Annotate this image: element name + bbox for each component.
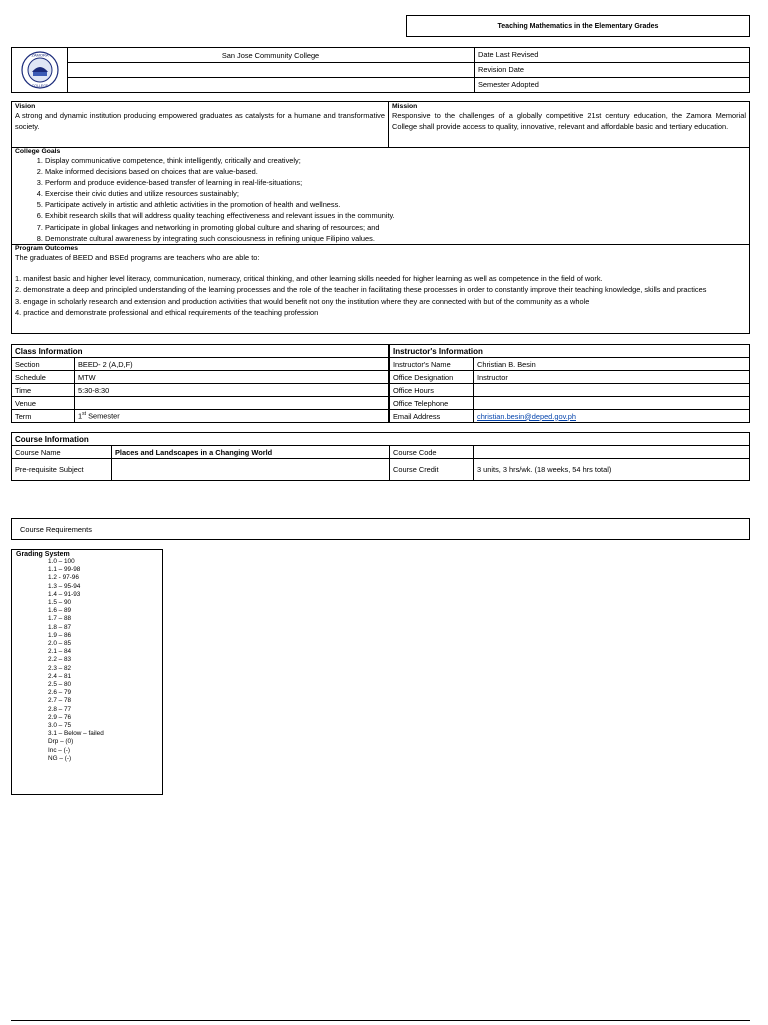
grade-item: 3.0 – 75	[48, 722, 72, 730]
table-row: Office Hours	[390, 384, 750, 397]
goal-item: 4. Exercise their civic duties and utilize resources sustainably;	[45, 188, 746, 199]
instructor-info-title: Instructor's Information	[390, 345, 750, 358]
grading-system	[11, 549, 163, 795]
section-value: BEED- 2 (A,D,F)	[75, 358, 389, 371]
grade-item: 2.8 – 77	[48, 705, 72, 713]
office-designation: Instructor	[474, 371, 750, 384]
outcome-item: 2. demonstrate a deep and principled understanding of the learning processes and the role of the teacher in facilitating these processes in order to constantly improve their teaching knowledge, skills and practices	[15, 285, 707, 295]
course-requirements-box	[11, 518, 750, 540]
grade-item: 2.4 – 81	[48, 672, 72, 680]
document-control	[11, 47, 750, 93]
table-row: Course Name Places and Landscapes in a Changing World Course Code	[12, 446, 750, 459]
instructor-name: Christian B. Besin	[474, 358, 750, 371]
grade-item: 2.0 – 85	[48, 640, 72, 648]
svg-text:COLLEGE: COLLEGE	[31, 84, 48, 88]
college-goals-section	[12, 148, 749, 245]
college-seal-icon	[19, 50, 61, 90]
goal-item: 8. Demonstrate cultural awareness by integrating such consciousness in refining unique Filipino values.	[45, 233, 746, 244]
college-logo	[12, 48, 68, 92]
table-row: Office Telephone	[390, 397, 750, 410]
instructor-information	[389, 344, 750, 423]
grade-item: 2.5 – 80	[48, 681, 72, 689]
grade-item: 1.6 – 89	[48, 607, 72, 615]
course-credit: 3 units, 3 hrs/wk. (18 weeks, 54 hrs total)	[474, 459, 750, 481]
course-code	[474, 446, 750, 459]
table-row: Office Designation Instructor	[390, 371, 750, 384]
course-information	[11, 432, 750, 481]
table-row: Term 1st Semester	[12, 410, 389, 423]
outcome-item: 1. manifest basic and higher level literacy, communication, numeracy, critical thinking, and other learning skills needed for higher learning as well as competence in the field of work.	[15, 274, 603, 284]
vision-text: A strong and dynamic institution producing empowered graduates as catalysts for a humane and transformative society.	[15, 111, 385, 131]
revision-date: Revision Date	[475, 63, 750, 78]
college-name: San Jose Community College	[221, 50, 320, 60]
table-row: Pre-requisite Subject Course Credit 3 units, 3 hrs/wk. (18 weeks, 54 hrs total)	[12, 459, 750, 481]
schedule-value: MTW	[75, 371, 389, 384]
vision-title: Vision	[15, 103, 36, 110]
grade-item: 2.9 – 76	[48, 713, 72, 721]
goal-item: 1. Display communicative competence, think intelligently, critically and creatively;	[45, 155, 746, 166]
table-row: Email Address christian.besin@deped.gov.ph	[390, 410, 750, 423]
office-hours	[474, 384, 750, 397]
svg-text:ZAMORA: ZAMORA	[30, 52, 49, 58]
outcome-item: 3. engage in scholarly research and extension and production activities that would benefit not ony the institution where they are connected with but of the community as a whole	[15, 296, 590, 306]
outcome-item: 4. practice and demonstrate professional and ethical requirements of the teaching profession	[15, 307, 319, 317]
time-value: 5:30-8:30	[75, 384, 389, 397]
table-row: Instructor's Name Christian B. Besin	[390, 358, 750, 371]
mission-title: Mission	[392, 103, 418, 110]
semester-adopted: Semester Adopted	[478, 80, 539, 89]
table-row: Section BEED- 2 (A,D,F)	[12, 358, 389, 371]
grade-item: 1.4 – 91-93	[48, 590, 81, 598]
program-outcomes-title: Program Outcomes	[15, 245, 79, 252]
table-row: Venue	[12, 397, 389, 410]
goal-item: 7. Participate in global linkages and networking in promoting global culture and sharing of resources; and	[45, 222, 746, 233]
goal-item: 3. Perform and produce evidence-based transfer of learning in real-life-situations;	[45, 177, 746, 188]
goal-item: 2. Make informed decisions based on choices that are value-based.	[45, 166, 746, 177]
grade-item: 3.1 – Below – failed	[48, 730, 104, 738]
grade-item: 1.0 – 100	[48, 558, 75, 565]
goal-item: 6. Exhibit research skills that will address quality teaching effectiveness and relevant issues in the community.	[45, 210, 746, 221]
course-title: Teaching Mathematics in the Elementary Grades	[497, 22, 659, 30]
course-title-box	[406, 15, 750, 37]
term-value: 1st Semester	[75, 410, 389, 423]
vmgo-block	[11, 101, 750, 334]
college-name-row	[67, 48, 474, 63]
mission-text: Responsive to the challenges of a globally competitive 21st century education, the Zamora Memorial College shall provide access to quality, innovative, relevant and affordable basic and tertiary education.	[392, 111, 746, 131]
course-name: Places and Landscapes in a Changing World	[112, 446, 390, 459]
grading-title: Grading System	[16, 551, 70, 558]
email-link[interactable]: christian.besin@deped.gov.ph	[477, 411, 576, 421]
vision-section	[12, 102, 389, 148]
table-row: Schedule MTW	[12, 371, 389, 384]
college-goals-list	[15, 155, 746, 244]
class-info-title: Class Information	[12, 345, 389, 358]
venue-value	[75, 397, 389, 410]
grade-item: 1.8 – 87	[48, 623, 72, 631]
college-goals-title: College Goals	[15, 148, 61, 155]
grade-item: 2.7 – 78	[48, 697, 72, 705]
grade-item: 1.1 – 99-98	[48, 566, 81, 574]
date-last-revised: Date Last Revised	[475, 48, 750, 63]
mission-section	[389, 102, 749, 148]
grade-item: 1.5 – 90	[48, 599, 72, 607]
course-info-title: Course Information	[12, 433, 750, 446]
class-information	[11, 344, 389, 423]
grade-item: Inc – (-)	[48, 746, 71, 754]
course-requirements-title: Course Requirements	[20, 524, 92, 534]
program-outcomes-section	[12, 245, 749, 333]
grade-item: 1.9 – 86	[48, 631, 72, 639]
grade-item: 2.2 – 83	[48, 656, 72, 664]
grade-item: 1.7 – 88	[48, 615, 72, 623]
office-telephone	[474, 397, 750, 410]
grade-item: 2.1 – 84	[48, 648, 72, 656]
grade-item: NG – (-)	[48, 754, 72, 762]
grade-item: 2.3 – 82	[48, 664, 72, 672]
goal-item: 5. Participate actively in artistic and athletic activities in the promotion of health and wellness.	[45, 199, 746, 210]
grade-item: 2.6 – 79	[48, 689, 72, 697]
footer-rule	[11, 1020, 750, 1025]
program-outcomes-intro: The graduates of BEED and BSEd programs are teachers who are able to:	[15, 253, 260, 262]
grade-item: 1.2 - 97-96	[48, 574, 79, 582]
grade-item: Drp – (0)	[48, 738, 74, 746]
table-row: Time 5:30-8:30	[12, 384, 389, 397]
prerequisite	[112, 459, 390, 481]
grade-item: 1.3 – 95-94	[48, 582, 81, 590]
